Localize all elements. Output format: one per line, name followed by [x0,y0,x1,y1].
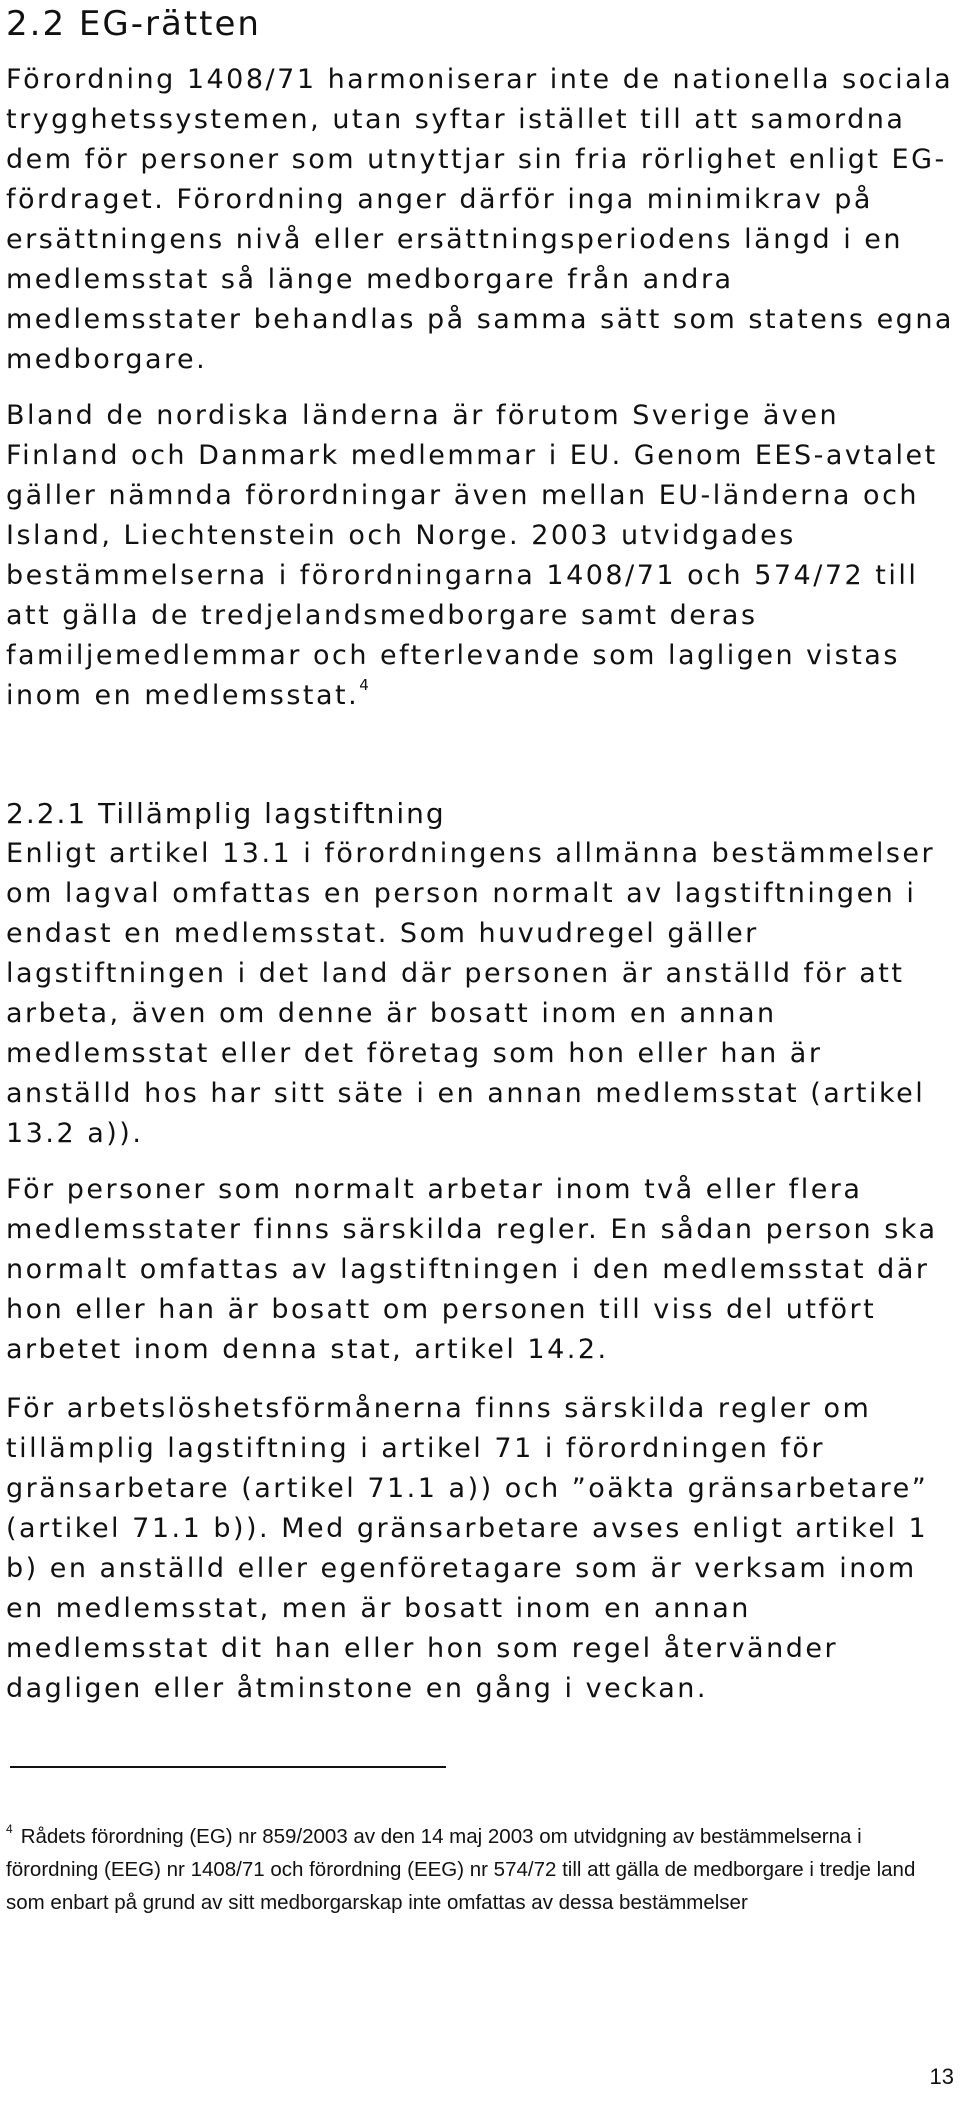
footnote-reference[interactable]: 4 [359,676,369,694]
body-paragraph [6,396,956,716]
subsection-title: Tillämplig lagstiftning [98,797,446,830]
document-page [6,0,956,2113]
body-paragraph: Förordning 1408/71 harmoniserar inte de nationella sociala trygghetssystemen, utan syftar istället till att samordna dem för personer som utnyttjar sin fria rörlighet enligt EG-fördraget. Förordning anger därför inga minimikrav på ersättningens nivå eller ersättningsperiodens längd i en medlemsstat så länge medborgare från andra medlemsstater behandlas på samma sätt som statens egna medborgare. [6,64,954,375]
body-paragraph: För personer som normalt arbetar inom två eller flera medlemsstater finns särskilda regler. En sådan person ska normalt omfattas av lagstiftningen i den medlemsstat där hon eller han är bosatt om personen till viss del utfört arbetet inom denna stat, artikel 14.2. [6,1174,938,1365]
page-number: 13 [929,2064,954,2089]
body-paragraph: För arbetslöshetsförmånerna finns särskilda regler om tillämplig lagstiftning i artikel 71 i förordningen för gränsarbetare (artikel 71.1 a)) och ”oäkta gränsarbetare” (artikel 71.1 b)). Med gränsarbetare avses enligt artikel 1 b) en anställd eller egenföretagare som är verksam inom en medlemsstat, men är bosatt inom en annan medlemsstat dit han eller hon som regel återvänder dagligen eller åtminstone en gång i veckan. [6,1393,929,1704]
section-number: 2.2 [6,4,67,44]
subsection-number: 2.2.1 [6,797,88,830]
paragraph-text: Bland de nordiska länderna är förutom Sverige även Finland och Danmark medlemmar i EU. Genom EES-avtalet gäller nämnda förordningar även mellan EU-länderna och Island, Liechtenstein och Norge. 2003 utvidgades bestämmelserna i förordningarna 1408/71 och 574/72 till att gälla de tredjelandsmedborgare samt deras familjemedlemmar och efterlevande som lagligen vistas inom en medlemsstat. [6,400,938,711]
subsection-heading [6,794,446,834]
footnote-divider [10,1766,446,1768]
footnote-mark: 4 [6,1822,13,1836]
section-heading [6,2,261,46]
footnote [6,1820,956,1919]
section-title: EG-rätten [78,4,261,44]
footnote-text: Rådets förordning (EG) nr 859/2003 av den 14 maj 2003 om utvidgning av bestämmelserna i förordning (EEG) nr 1408/71 och förordning (EEG) nr 574/72 till att gälla de medborgare i tredje land som enbart på grund av sitt medborgarskap inte omfattas av dessa bestämmelser [6,1825,916,1914]
body-paragraph: Enligt artikel 13.1 i förordningens allmänna bestämmelser om lagval omfattas en person normalt av lagstiftningen i endast en medlemsstat. Som huvudregel gäller lagstiftningen i det land där personen är anställd för att arbeta, även om denne är bosatt inom en annan medlemsstat eller det företag som hon eller han är anställd hos har sitt säte i en annan medlemsstat (artikel 13.2 a)). [6,838,936,1149]
